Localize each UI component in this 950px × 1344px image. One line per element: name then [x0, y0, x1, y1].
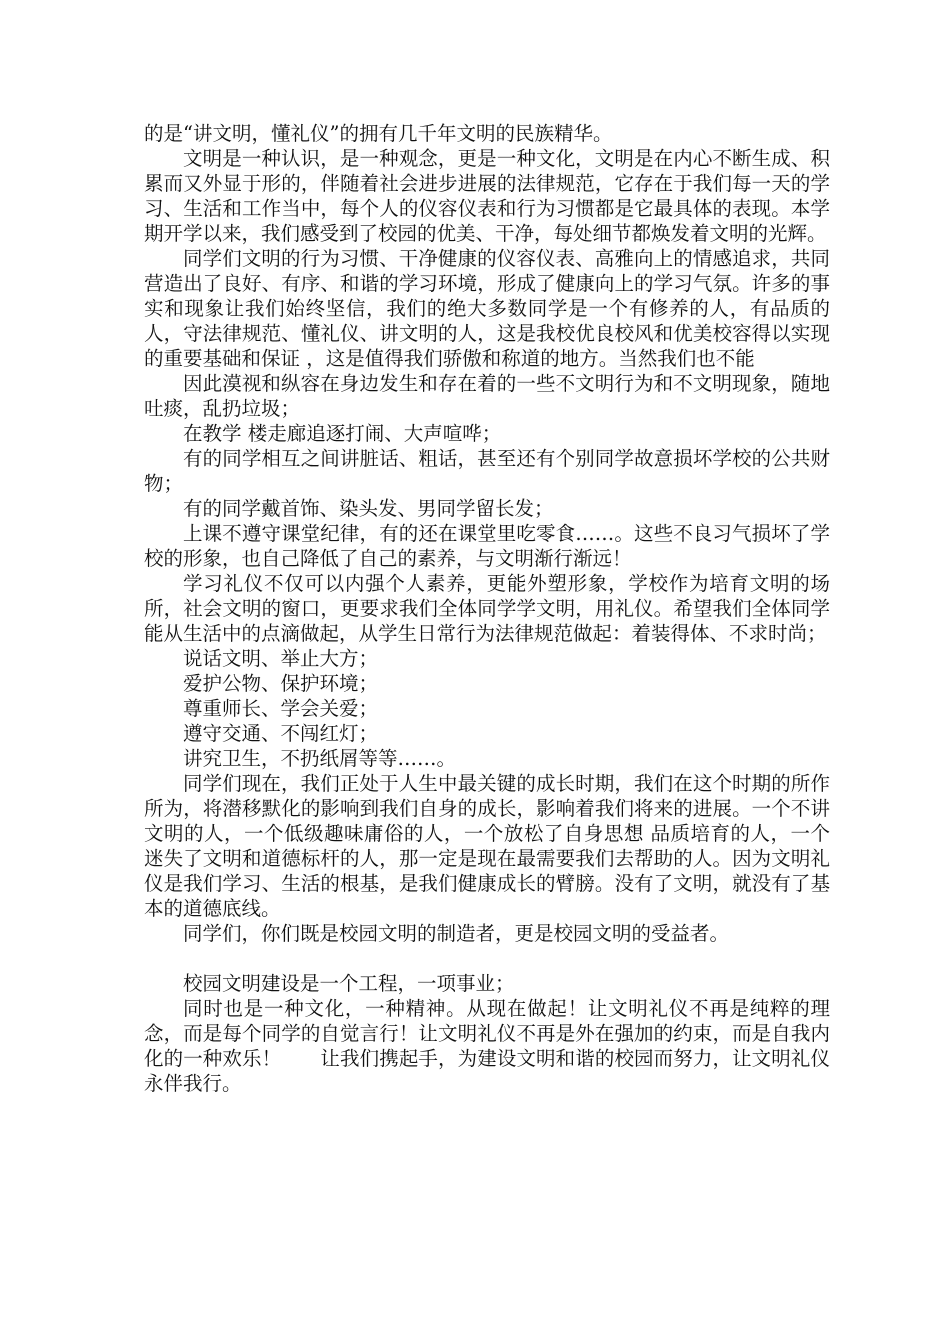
list-item: 说话文明、举止大方； [183, 647, 379, 670]
paragraph: 同学们，你们既是校园文明的制造者，更是校园文明的受益者。 [183, 922, 730, 945]
paragraph: 同学们现在，我们正处于人生中最关键的成长时期，我们在这个时期的所作所为，将潜移默化的影响到我们自身的成长，影响着我们将来的进展。一个不讲文明的人，一个低级趣味庸俗的人，一个放松了自身思想 品质培育的人，一个迷失了文明和道德标杆的人，那一定是现在最需要我们去帮助的人。因为文明礼仪是我们学习、生活的根基，是我们健康成长的臂膀。没有了文明，就没有了基本的道德底线。 [144, 772, 830, 920]
list-item: 尊重师长、学会关爱； [183, 697, 379, 720]
paragraph: 有的同学相互之间讲脏话、粗话，甚至还有个别同学故意损坏学校的公共财物； [144, 447, 830, 495]
paragraph: 上课不遵守课堂纪律，有的还在课堂里吃零食……。这些不良习气损坏了学校的形象，也自己降低了自己的素养，与文明渐行渐远！ [144, 522, 830, 570]
paragraph: 校园文明建设是一个工程，一项事业； [183, 972, 515, 995]
list-item: 爱护公物、保护环境； [183, 672, 379, 695]
list-item: 遵守交通、不闯红灯； [183, 722, 379, 745]
paragraph: 因此漠视和纵容在身边发生和存在着的一些不文明行为和不文明现象，随地吐痰，乱扔垃圾； [144, 372, 830, 420]
paragraph: 在教学 楼走廊追逐打闹、大声喧哗； [183, 422, 502, 445]
paragraph: 同学们文明的行为习惯、干净健康的仪容仪表、高雅向上的情感追求，共同营造出了良好、有序、和谐的学习环境，形成了健康向上的学习气氛。许多的事实和现象让我们始终坚信，我们的绝大多数同学是一个有修养的人，有品质的人，守法律规范、懂礼仪、讲文明的人，这是我校优良校风和优美校容得以实现的重要基础和保证 ，这是值得我们骄傲和称道的地方。当然我们也不能 [144, 247, 830, 370]
paragraph: 的是“讲文明，懂礼仪”的拥有几千年文明的民族精华。 [144, 122, 613, 145]
list-item: 讲究卫生，不扔纸屑等等……。 [183, 747, 457, 770]
document-body [144, 121, 830, 1096]
paragraph: 学习礼仪不仅可以内强个人素养，更能外塑形象，学校作为培育文明的场所，社会文明的窗口，更要求我们全体同学学文明，用礼仪。希望我们全体同学能从生活中的点滴做起，从学生日常行为法律规范做起：着装得体、不求时尚； [144, 572, 830, 645]
paragraph: 文明是一种认识，是一种观念，更是一种文化，文明是在内心不断生成、积累而又外显于形的，伴随着社会进步进展的法律规范，它存在于我们每一天的学习、生活和工作当中，每个人的仪容仪表和行为习惯都是它最具体的表现。本学期开学以来，我们感受到了校园的优美、干净，每处细节都焕发着文明的光辉。 [144, 147, 830, 245]
paragraph: 有的同学戴首饰、染头发、男同学留长发； [183, 497, 554, 520]
paragraph: 同时也是一种文化，一种精神。从现在做起！让文明礼仪不再是纯粹的理念，而是每个同学的自觉言行！让文明礼仪不再是外在强加的约束，而是自我内化的一种欢乐！ 让我们携起手，为建设文明和谐的校园而努力，让文明礼仪永伴我行。 [144, 997, 830, 1095]
